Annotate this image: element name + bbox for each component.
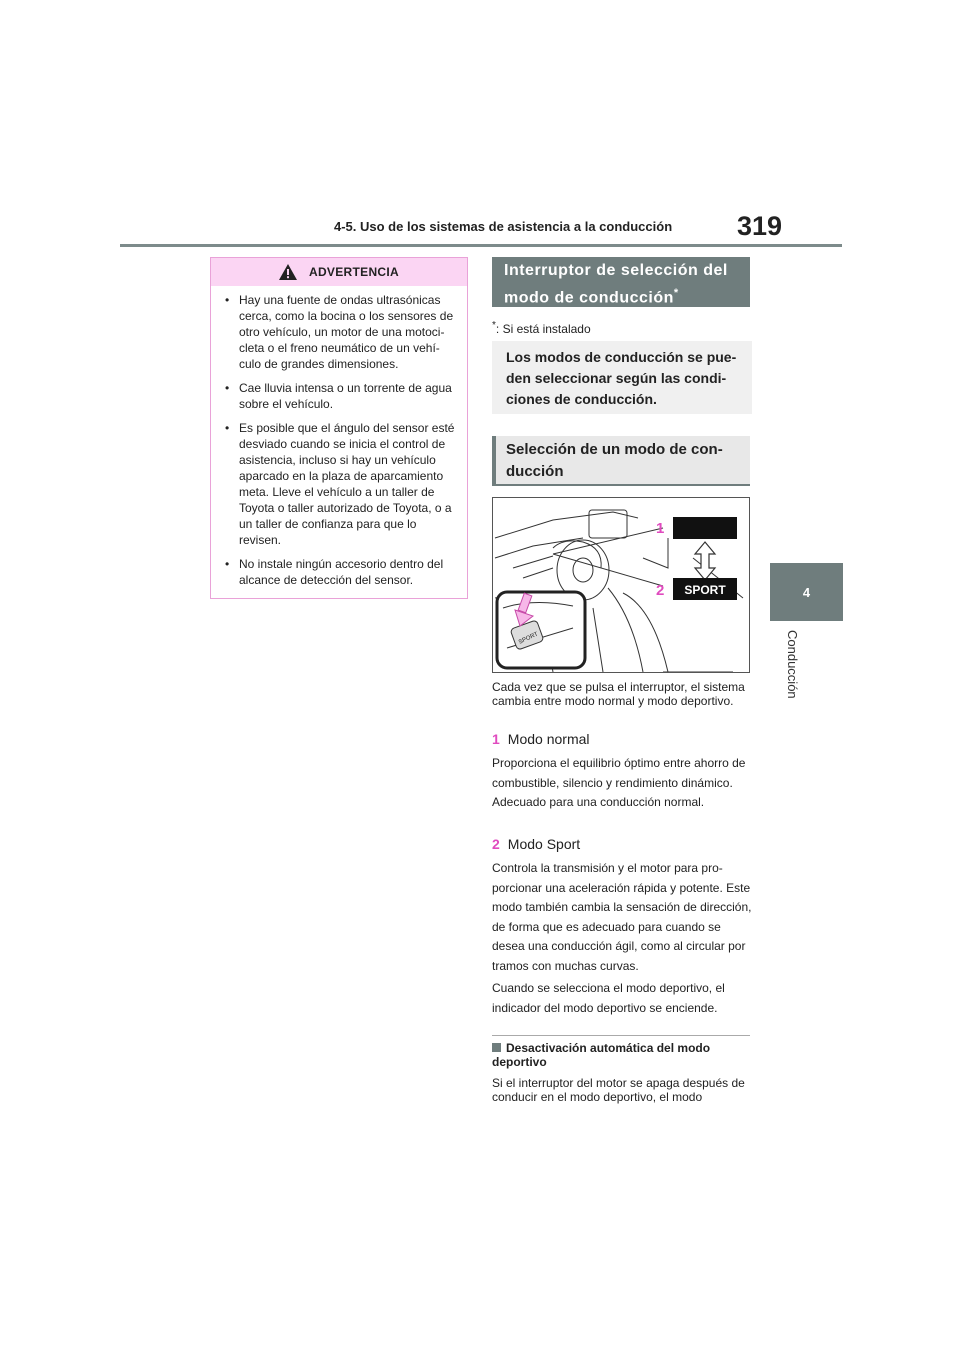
section-title: 4-5. Uso de los sistemas de asistencia a la conducción: [334, 219, 673, 234]
warning-item: • No instale ningún accesorio dentro del alcance de detección del sensor.: [221, 556, 457, 588]
item-2-number: 2: [492, 836, 500, 852]
warning-item: • Hay una fuente de ondas ultrasónicas cerca, como la bocina o los sensores de otro vehículo, un motor de una motocicleta o el freno neumático de un vehículo de grandes dimensiones.: [221, 292, 457, 372]
section-heading: [492, 257, 750, 307]
switch-closeup-frame: [497, 592, 585, 668]
item-2-note: Cuando se selecciona el modo deportivo, el indicador del modo deportivo se enciende.: [492, 981, 725, 1015]
item-2-text: Controla la transmisión y el motor para proporcionar una aceleración rápida y potente. Este modo también cambia la sensación de dirección, de forma que es adecuado para cuando se desea una conducción ágil, como al circular por tramos con muchas curvas.: [492, 861, 752, 973]
drive-mode-illustration: [492, 497, 750, 673]
cockpit-drawing: [493, 498, 749, 672]
sport-display-text: SPORT: [684, 583, 726, 597]
warning-item: • Cae lluvia intensa o un torrente de agua sobre el vehículo.: [221, 380, 457, 412]
warning-box: [210, 257, 468, 599]
subsection-note-heading: [492, 1041, 752, 1069]
warning-icon: [279, 264, 297, 280]
warning-title: ADVERTENCIA: [309, 265, 399, 279]
subsection-note-title: Desactivación automática del modo deportivo: [492, 1041, 711, 1069]
footnote-mark: *: [492, 320, 496, 331]
page-number: 319: [737, 211, 783, 241]
item-2-title: Modo Sport: [507, 836, 581, 852]
section-heading-mark: *: [673, 287, 679, 299]
figure-label-1: 1: [656, 520, 665, 537]
item-1-heading: [492, 731, 590, 747]
header-rule: [120, 244, 842, 247]
subsection-heading: Selección de un modo de conducción: [492, 436, 750, 486]
item-1-number: 1: [492, 731, 500, 747]
item-1-title: Modo normal: [507, 731, 590, 747]
lead-box: Los modos de conducción se pueden seleccionar según las condiciones de conducción.: [492, 341, 752, 414]
chapter-tab: 4: [770, 563, 843, 621]
warning-header: [211, 258, 467, 286]
switch-label: SPORT: [517, 631, 540, 646]
item-2-heading: [492, 836, 580, 852]
warning-item: • Es posible que el ángulo del sensor esté desviado cuando se inicia el control de asistencia, incluso si hay un vehículo aparcado en la plaza de aparcamiento meta. Lleve el vehículo a un taller de Toyota o taller autorizado de Toyota, o a un taller de confianza para que lo revisen.: [221, 420, 457, 548]
figure-label-2: 2: [656, 582, 665, 599]
square-bullet-icon: [492, 1043, 501, 1052]
divider: [492, 1035, 750, 1036]
warning-list: [211, 286, 467, 588]
footnote: [492, 320, 591, 336]
chapter-label-container: [786, 630, 806, 710]
item-1-text: Proporciona el equilibrio óptimo entre ahorro de combustible, silencio y rendimiento dinámico. Adecuado para una conducción normal.: [492, 756, 746, 809]
normal-mode-display: [673, 517, 737, 539]
intro-text: Cada vez que se pulsa el interruptor, el sistema cambia entre modo normal y modo deportivo.: [492, 680, 745, 708]
toggle-arrow-icon: [695, 542, 715, 580]
subsection-note-text: Si el interruptor del motor se apaga después de conducir en el modo deportivo, el modo: [492, 1076, 745, 1104]
chapter-label: Conducción: [785, 630, 800, 699]
footnote-text: : Si está instalado: [495, 322, 591, 336]
section-heading-text: Interruptor de selección del modo de conducción: [504, 262, 728, 307]
